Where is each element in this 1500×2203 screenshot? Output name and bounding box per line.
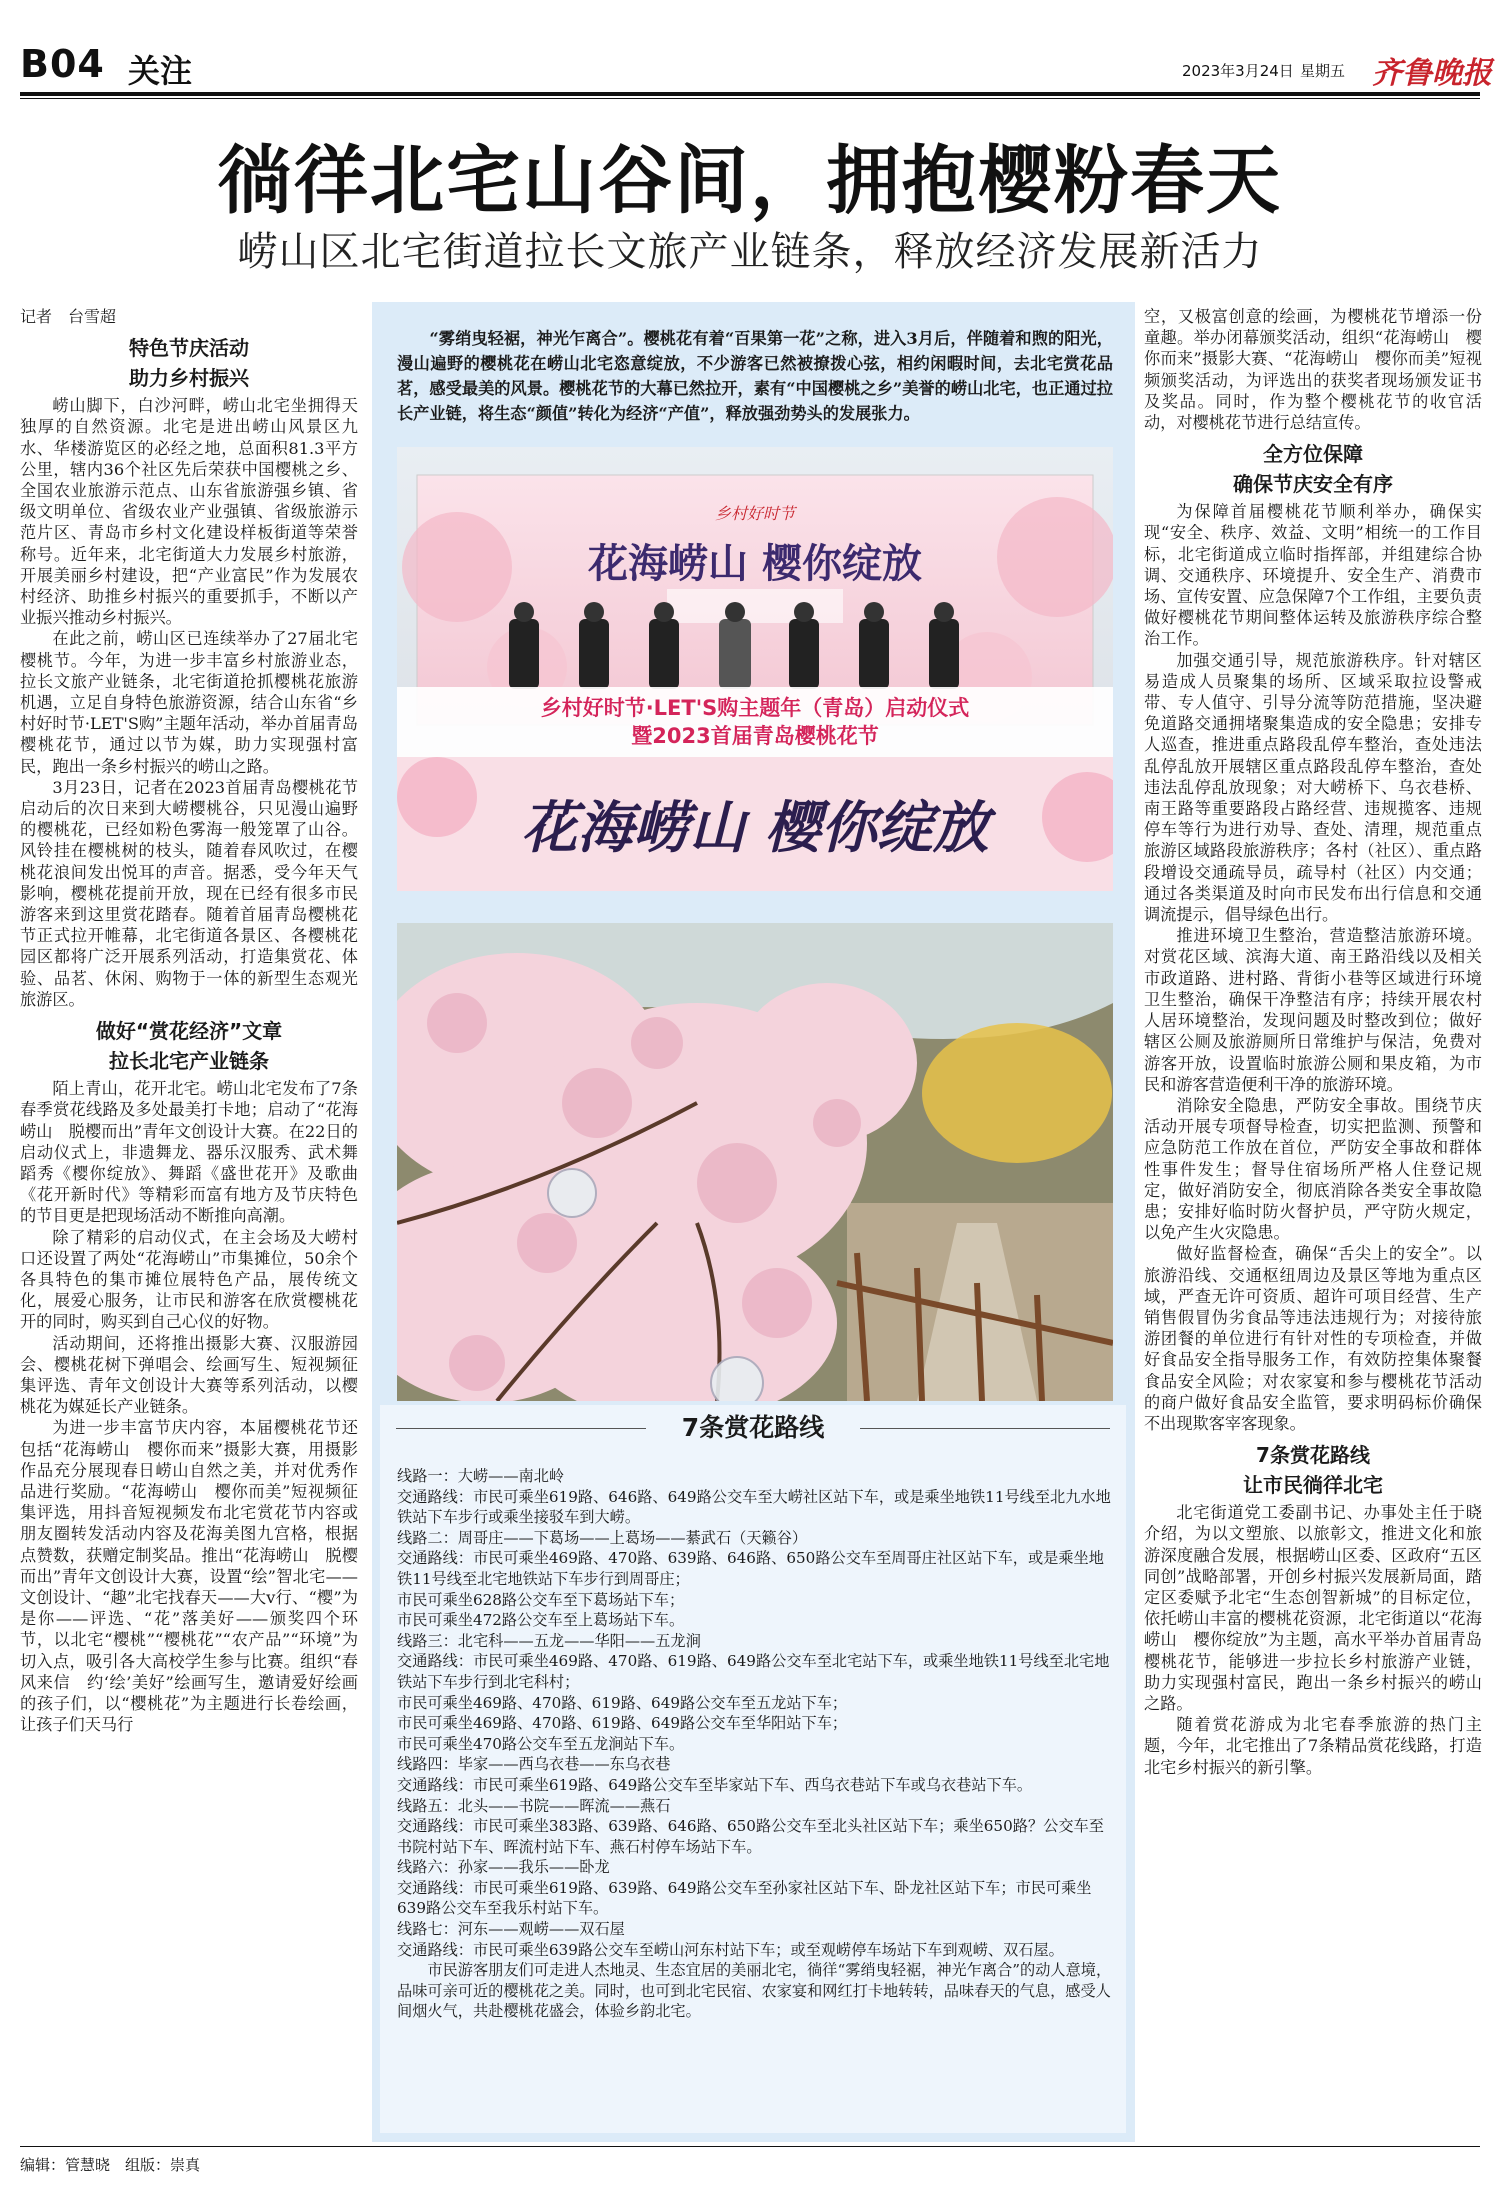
route-detail: 交通路线：市民可乘坐619路、649路公交车至毕家站下车、西乌衣巷站下车或乌衣巷站下车。 [397, 1775, 1033, 1794]
route-name: 线路四：毕家——西乌衣巷——东乌衣巷 [397, 1755, 671, 1774]
issue-date: 2023年3月24日 [1182, 62, 1294, 80]
route-detail: 交通路线：市民可乘坐469路、470路、619路、649路公交车至北宅站下车，或乘坐地铁11号线至北宅地铁站下车步行到北宅科村； [397, 1652, 1110, 1691]
stage-title: 花海崂山 樱你绽放 [588, 540, 922, 587]
route-name: 线路三：北宅科——五龙——华阳——五龙涧 [397, 1631, 701, 1650]
route-detail: 市民可乘坐628路公交车至下葛场站下车； [397, 1590, 685, 1609]
byline: 记者 台雪超 [20, 307, 117, 326]
paragraph: 随着赏花游成为北宅春季旅游的热门主题，今年，北宅推出了7条精品赏花线路，打造北宅乡村振兴的新引擎。 [1144, 1715, 1482, 1777]
paragraph: 为保障首届樱桃花节顺利举办，确保实现“安全、秩序、效益、文明”相统一的工作目标，北宅街道成立临时指挥部，并组建综合协调、交通秩序、环境提升、安全生产、消费市场、宣传安置、应急保障7个工作组，主要负责做好樱桃花节期间整体运转及旅游秩序综合整治工作。 [1144, 502, 1482, 649]
route-detail: 市民可乘坐469路、470路、619路、649路公交车至华阳站下车； [397, 1714, 848, 1733]
issue-weekday: 星期五 [1300, 62, 1346, 80]
route-name: 线路五：北头——书院——晖流——燕石 [397, 1796, 671, 1815]
page-number: B04 [20, 42, 105, 86]
route-name: 线路七：河东——观崂——双石屋 [397, 1920, 625, 1939]
route-detail: 交通路线：市民可乘坐619路、646路、649路公交车至大崂社区站下车，或是乘坐地铁11号线至北九水地铁站下车步行或乘坐接驳车到大崂。 [397, 1487, 1111, 1527]
newspaper-logo: 齐鲁晚报 [1372, 56, 1492, 91]
paragraph: 除了精彩的启动仪式，在主会场及大崂村口还设置了两处“花海崂山”市集摊位，50余个各具特色的集市摊位展特色产品，展传统文化，展爱心服务，让市民和游客在欣赏樱桃花开的同时，购买到自己心仪的好物。 [20, 1227, 358, 1332]
section-heading: 做好“赏花经济”文章 拉长北宅产业链条 [95, 1019, 283, 1074]
paragraph: 活动期间，还将推出摄影大赛、汉服游园会、樱桃花树下弹唱会、绘画写生、短视频征集评选、青年文创设计大赛等系列活动，以樱桃花为媒延长产业链条。 [20, 1333, 358, 1417]
left-column [20, 306, 358, 2141]
banner-line-1: 乡村好时节·LET'S购主题年（青岛）启动仪式 [540, 696, 970, 720]
paragraph: 加强交通引导，规范旅游秩序。针对辖区易造成人员聚集的场所、区域采取拉设警戒带、专人值守、引导分流等防范措施，坚决避免道路交通拥堵聚集造成的安全隐患；安排专人巡查，推进重点路段乱停车整治，查处违法乱停乱放开展辖区重点路段乱停车整治，查处违法乱停乱放现象；对大崂桥下、乌衣巷桥、南王路等重要路段占路经营、违规揽客、违规停车等行为进行劝导、查处、清理，规范重点旅游区域路段旅游秩序；各村（社区）、重点路段增设交通疏导员，疏导村（社区）内交通；通过各类渠道及时向市民发布出行信息和交通调流提示，倡导绿色出行。 [1144, 650, 1482, 925]
lead-paragraph: “雾绡曳轻裾，神光乍离合”。樱桃花有着“百果第一花”之称，进入3月后，伴随着和煦的阳光，漫山遍野的樱桃花在崂山北宅恣意绽放，不少游客已然被撩拨心弦，相约闲暇时间，去北宅赏花品茗，感受最美的风景。樱桃花节的大幕已然拉开，素有“中国樱桃之乡”美誉的崂山北宅，也正通过拉长产业链，将生态“颜值”转化为经济“产值”，释放强劲势头的发展张力。 [397, 329, 1113, 423]
launch-ceremony-photo [397, 447, 1113, 891]
paragraph: 为进一步丰富节庆内容，本届樱桃花节还包括“花海崂山 樱你而来”摄影大赛，用摄影作品充分展现春日崂山自然之美，并对优秀作品进行奖励。“花海崂山 樱你而美”短视频征集评选，用抖音短视频发布北宅赏花节内容或朋友圈转发活动内容及花海美图九宫格，根据点赞数，获赠定制奖品。推出“花海崂山 脱樱而出”青年文创设计大赛，设置“绘”智北宅——文创设计、“趣”北宅找春天——大v行、“樱”为是你——评选、“花”落美好——颁奖四个环节，以北宅“樱桃”“樱桃花”“农产品”“环境”为切入点，吸引各大高校学生参与比赛。组织“春风来信 约‘绘’美好”绘画写生，邀请爱好绘画的孩子们，以“樱桃花”为主题进行长卷绘画，让孩子们天马行 [20, 1418, 358, 1735]
editor-credit: 编辑：管慧晓 组版：崇真 [20, 2156, 201, 2174]
subheadline: 崂山区北宅街道拉长文旅产业链条，释放经济发展新活力 [237, 229, 1263, 275]
paragraph: 陌上青山，花开北宅。崂山北宅发布了7条春季赏花线路及多处最美打卡地；启动了“花海崂山 脱樱而出”青年文创设计大赛。在22日的启动仪式上，非遗舞龙、器乐汉服秀、武术舞蹈秀《樱你绽放》、舞蹈《盛世花开》及歌曲《花开新时代》等精彩而富有地方及节庆特色的节目更是把现场活动不断推向高潮。 [20, 1079, 358, 1226]
header-rule-thin [20, 98, 1480, 99]
paragraph: 在此之前，崂山区已连续举办了27届北宅樱桃节。今年，为进一步丰富乡村旅游业态，拉长文旅产业链条，北宅街道抢抓樱桃花旅游机遇，立足自身特色旅游资源，结合山东省“乡村好时节·LET'S购”主题年活动，举办首届青岛樱桃花节，通过以节为媒，助力实现强村富民，跑出一条乡村振兴的崂山之路。 [20, 629, 358, 776]
section-heading: 全方位保障 确保节庆安全有序 [1233, 442, 1393, 497]
section-name: 关注 [128, 52, 193, 90]
bottom-calligraphy: 花海崂山 樱你绽放 [521, 795, 989, 861]
section-heading: 7条赏花路线 让市民徜徉北宅 [1243, 1443, 1383, 1498]
paragraph: 做好监督检查，确保“舌尖上的安全”。以旅游沿线、交通枢纽周边及景区等地为重点区域，严查无许可资质、超许可项目经营、生产销售假冒伪劣食品等违法违规行为；对接待旅游团餐的单位进行有针对性的专项检查，并做好食品安全指导服务工作，有效防控集体聚餐食品安全风险；对农家宴和参与樱桃花节活动的商户做好食品安全监管，要求明码标价确保不出现欺客宰客现象。 [1144, 1244, 1482, 1433]
paragraph: 消除安全隐患，严防安全事故。围绕节庆活动开展专项督导检查，切实把监测、预警和应急防范工作放在首位，严防安全事故和群体性事件发生；督导住宿场所严格人住登记规定，做好消防安全，彻底消除各类安全事故隐患；安排好临时防火督护员，严守防火规定，以免产生火灾隐患。 [1144, 1095, 1482, 1243]
banner-line-2: 暨2023首届青岛樱桃花节 [631, 724, 879, 748]
route-detail: 交通路线：市民可乘坐383路、639路、646路、650路公交车至北头社区站下车；乘坐650路？公交车至书院村站下车、晖流村站下车、燕石村停车场站下车。 [397, 1817, 1104, 1856]
headline: 徜徉北宅山谷间，拥抱樱粉春天 [218, 138, 1282, 224]
routes-closing: 市民游客朋友们可走进人杰地灵、生态宜居的美丽北宅，徜徉“雾绡曳轻裾，神光乍离合”的动人意境，品味可亲可近的樱桃花之美。同时，也可到北宅民宿、农家宴和网红打卡地转转，品味春天的气息，感受人间烟火气，共赴樱桃花盛会，体验乡韵北宅。 [397, 1961, 1112, 2021]
routes-title: 7条赏花路线 [681, 1413, 825, 1442]
route-detail: 市民可乘坐472路公交车至上葛场站下车。 [397, 1611, 685, 1630]
route-name: 线路二：周哥庄——下葛场——上葛场——綦武石（天籁谷） [397, 1528, 808, 1547]
route-name: 线路六：孙家——我乐——卧龙 [397, 1858, 610, 1877]
stage-top-text: 乡村好时节 [714, 504, 796, 523]
header-rule-thick [20, 92, 1480, 96]
route-name: 线路一：大崂——南北岭 [397, 1467, 565, 1485]
paragraph: 北宅街道党工委副书记、办事处主任于晓介绍，为以文塑旅、以旅彰文，推进文化和旅游深度融合发展，根据崂山区委、区政府“五区同创”战略部署，开创乡村振兴发展新局面，踏定区委赋予北宅“生态创智新城”的目标定位，依托崂山丰富的樱桃花资源，北宅街道以“花海崂山 樱你绽放”为主题，高水平举办首届青岛樱桃花节，能够进一步拉长乡村旅游产业链，助力实现强村富民，跑出一条乡村振兴的崂山之路。 [1144, 1503, 1482, 1713]
route-detail: 交通路线：市民可乘坐639路公交车至崂山河东村站下车；或至观崂停车场站下车到观崂、双石屋。 [397, 1940, 1064, 1959]
paragraph: 3月23日，记者在2023首届青岛樱桃花节启动后的次日来到大崂樱桃谷，只见漫山遍野的樱桃花，已经如粉色雾海一般笼罩了山谷。风铃挂在樱桃树的枝头，随着春风吹过，在樱桃花浪间发出悦耳的声音。据悉，受今年天气影响，樱桃花提前开放，现在已经有很多市民游客来到这里赏花踏春。随着首届青岛樱桃花节正式拉开帷幕，北宅街道各景区、各樱桃花园区都将广泛开展系列活动，打造集赏花、体验、品茗、休闲、购物于一体的新型生态观光旅游区。 [20, 777, 358, 1009]
footer-rule [20, 2146, 1480, 2147]
route-detail: 市民可乘坐469路、470路、619路、649路公交车至五龙站下车； [397, 1693, 848, 1712]
route-detail: 市民可乘坐470路公交车至五龙涧站下车。 [397, 1734, 685, 1753]
route-detail: 交通路线：市民可乘坐469路、470路、639路、646路、650路公交车至周哥庄社区站下车，或是乘坐地铁11号线至北宅地铁站下车步行到周哥庄； [397, 1549, 1104, 1588]
paragraph: 崂山脚下，白沙河畔，崂山北宅坐拥得天独厚的自然资源。北宅是进出崂山风景区九水、华楼游览区的必经之地，总面积81.3平方公里，辖内36个社区先后荣获中国樱桃之乡、全国农业旅游示范点、山东省旅游强乡镇、省级文明单位、省级农业产业强镇、省级旅游示范片区、青岛市乡村文化建设样板街道等荣誉称号。近年来，北宅街道大力发展乡村旅游，开展美丽乡村建设，把“产业富民”作为发展农村经济、助推乡村振兴的重要抓手，不断以产业振兴推动乡村振兴。 [20, 396, 358, 628]
section-heading: 特色节庆活动 助力乡村振兴 [129, 336, 249, 391]
cherry-blossom-photo [397, 923, 1113, 1401]
route-detail: 交通路线：市民可乘坐619路、639路、649路公交车至孙家社区站下车、卧龙社区站下车；市民可乘坐639路公交车至我乐村站下车。 [397, 1878, 1092, 1918]
paragraph: 推进环境卫生整治，营造整洁旅游环境。对赏花区域、滨海大道、南王路沿线以及相关市政道路、进村路、背街小巷等区域进行环境卫生整治，确保干净整洁有序；持续开展农村人居环境整治，发现问题及时整改到位；做好辖区公厕及旅游厕所日常维护与保洁，免费对游客开放，设置临时旅游公厕和果皮箱，为市民和游客营造便利干净的旅游环境。 [1144, 926, 1482, 1094]
right-column [1144, 306, 1482, 2141]
paragraph: 空，又极富创意的绘画，为樱桃花节增添一份童趣。举办闭幕颁奖活动，组织“花海崂山 樱你而来”摄影大赛、“花海崂山 樱你而美”短视频颁奖活动，为评选出的获奖者现场颁发证书及奖品。同时，作为整个樱桃花节的收官活动，对樱桃花节进行总结宣传。 [1144, 307, 1482, 433]
routes-list [397, 1466, 1115, 2022]
